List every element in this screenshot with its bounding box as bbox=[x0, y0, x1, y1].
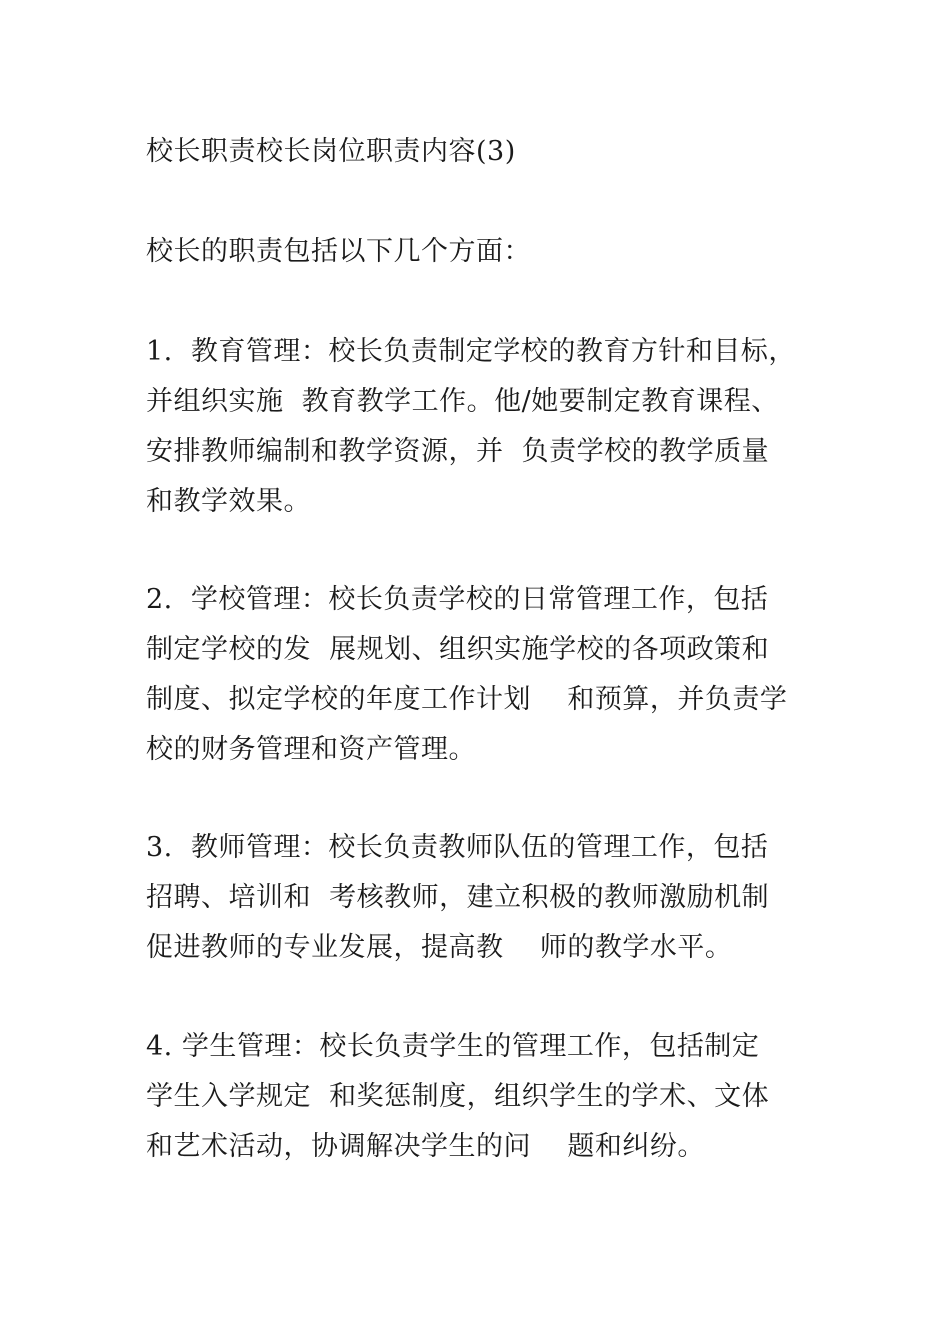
paragraph-line: 促进教师的专业发展，提高教 师的教学水平。 bbox=[146, 932, 733, 963]
paragraph-line: 4. 学生管理：校长负责学生的管理工作，包括制定 bbox=[146, 1031, 760, 1062]
paragraph-line: 2. 学校管理：校长负责学校的日常管理工作，包括 bbox=[146, 584, 769, 615]
paragraph-line: 校的财务管理和资产管理。 bbox=[146, 734, 476, 765]
intro-paragraph: 校长的职责包括以下几个方面： bbox=[146, 236, 531, 267]
paragraph-line: 3. 教师管理：校长负责教师队伍的管理工作，包括 bbox=[146, 832, 769, 863]
paragraph-line: 1. 教育管理：校长负责制定学校的教育方针和目标， bbox=[146, 336, 796, 367]
document-title: 校长职责校长岗位职责内容(3) bbox=[146, 136, 516, 167]
paragraph-line: 制度、拟定学校的年度工作计划 和预算，并负责学 bbox=[146, 684, 788, 715]
paragraph-line: 并组织实施 教育教学工作。他/她要制定教育课程、 bbox=[146, 386, 779, 417]
paragraph-line: 学生入学规定 和奖惩制度，组织学生的学术、文体 bbox=[146, 1081, 770, 1112]
paragraph-line: 和教学效果。 bbox=[146, 486, 311, 517]
paragraph-line: 招聘、培训和 考核教师，建立积极的教师激励机制 bbox=[146, 882, 770, 913]
paragraph-line: 安排教师编制和教学资源，并 负责学校的教学质量 bbox=[146, 436, 770, 467]
paragraph-line: 制定学校的发 展规划、组织实施学校的各项政策和 bbox=[146, 634, 770, 665]
paragraph-line: 和艺术活动，协调解决学生的问 题和纠纷。 bbox=[146, 1131, 705, 1162]
